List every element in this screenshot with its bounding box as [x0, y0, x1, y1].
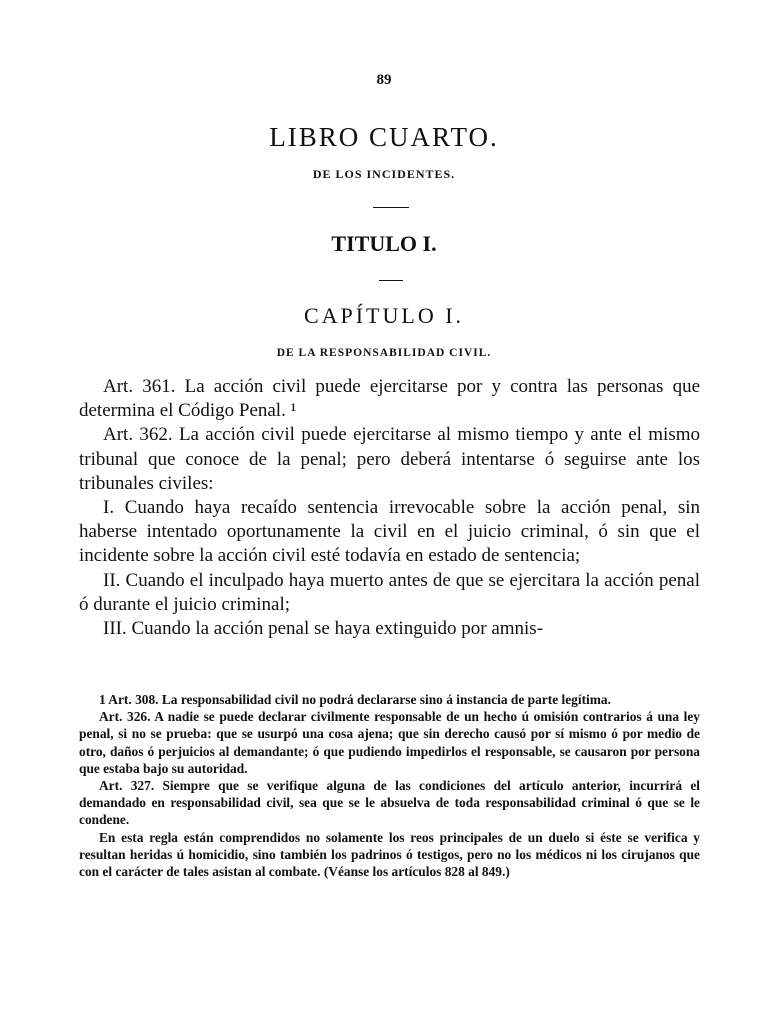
footnote-paragraph: Art. 326. A nadie se puede declarar civilmente responsable de un hecho ú omisión contrarios á una ley penal, si no se prueba: que se usurpó una cosa ajena; que sin derecho causó por sí mismo ó por medio de otro, daños ó perjuicios al demandante; ó que pudiendo impedirlos el responsable, se causaron por persona que estaba bajo su autoridad.: [79, 709, 700, 776]
title-heading: TITULO I.: [331, 231, 437, 256]
footnote-paragraph: Art. 327. Siempre que se verifique alguna de las condiciones del artículo anterior, incurrirá el demandado en responsabilidad civil, sea que se le absuelva de toda responsabilidad criminal ó que se le condene.: [79, 778, 700, 828]
footnotes: [79, 691, 700, 880]
book-title: LIBRO CUARTO.: [269, 122, 499, 152]
chapter-heading: CAPÍTULO I.: [303, 303, 465, 328]
article-paragraph: Art. 362. La acción civil puede ejercitarse al mismo tiempo y ante el mismo tribunal que conoce de la penal; pero deberá intentarse ó seguirse ante los tribunales civiles:: [79, 424, 700, 494]
article-paragraph: Art. 361. La acción civil puede ejercitarse por y contra las personas que determina el Código Penal. ¹: [79, 376, 700, 422]
page-number: 89: [376, 72, 392, 88]
divider: [373, 207, 409, 208]
article-paragraph: II. Cuando el inculpado haya muerto antes de que se ejercitara la acción penal ó durante el juicio criminal;: [79, 569, 700, 615]
footnote-paragraph: En esta regla están comprendidos no solamente los reos principales de un duelo si éste se verifica y resultan heridas ú homicidio, sino también los padrinos ó testigos, pero no los médicos ni los cirujanos que con el carácter de tales asistan al combate. (Véanse los artículos 828 al 849.): [79, 829, 700, 880]
article-paragraph: I. Cuando haya recaído sentencia irrevocable sobre la acción penal, sin haberse intentado oportunamente la civil en el juicio criminal, ó sin que el incidente sobre la acción civil esté todavía en estado de sentencia;: [79, 497, 700, 567]
footnote-paragraph: 1 Art. 308. La responsabilidad civil no podrá declararse sino á instancia de parte legítima.: [99, 692, 611, 707]
divider: [379, 280, 403, 281]
book-subtitle: DE LOS INCIDENTES.: [312, 167, 456, 181]
article-body: [79, 375, 700, 641]
article-paragraph: III. Cuando la acción penal se haya extinguido por amnis-: [103, 618, 544, 640]
chapter-subtitle: DE LA RESPONSABILIDAD CIVIL.: [276, 347, 492, 359]
